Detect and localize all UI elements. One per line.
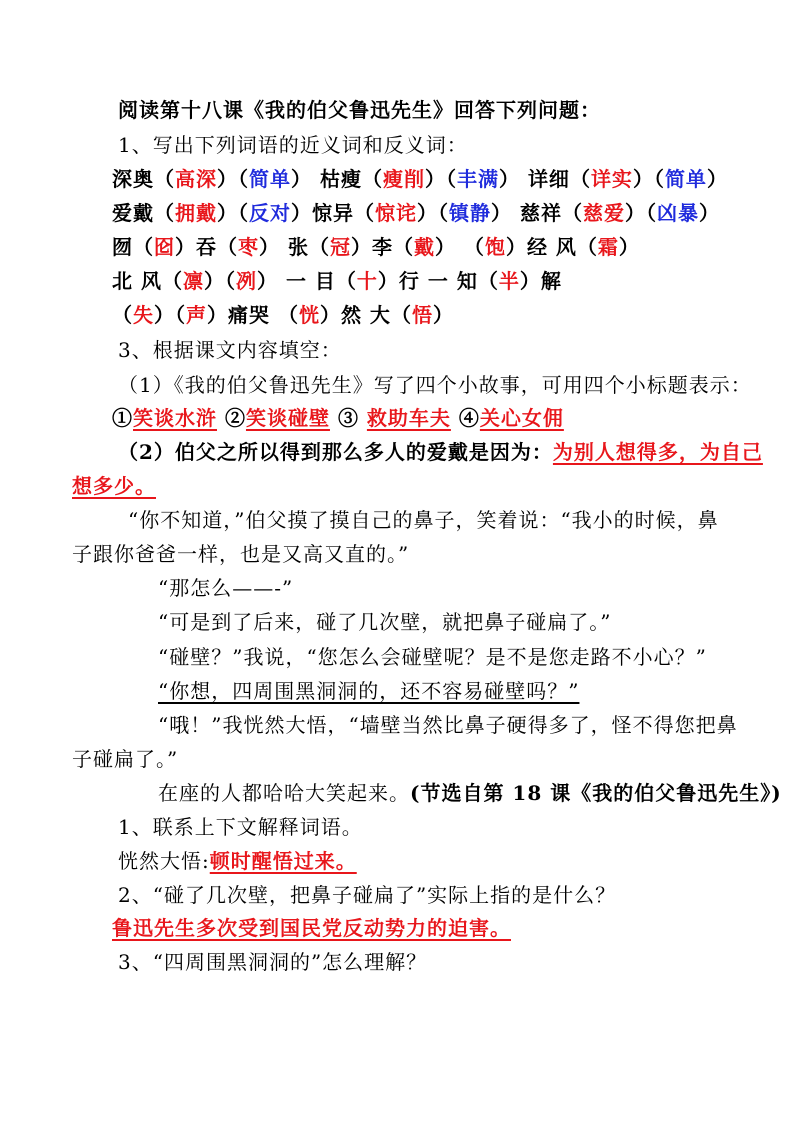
idiom-fill: 失 (133, 303, 154, 327)
idiom-fill: 冠 (329, 235, 351, 259)
idiom-fill: 半 (498, 269, 520, 293)
answer-red: 高深 (175, 167, 217, 191)
idiom-char: 解 (540, 269, 562, 293)
passage-text: 在座的人都哈哈大笑起来。 (158, 781, 410, 805)
idiom-fill: 霜 (597, 235, 619, 259)
heading-answer: 救助车夫 (366, 406, 451, 430)
question-3-2-cont (72, 472, 156, 500)
idiom-char: 一 知 (427, 269, 478, 293)
passage-line: 子碰扁了。” (72, 747, 179, 771)
question-3-label: 3、根据课文内容填空： (118, 338, 342, 362)
question-text: （2）伯父之所以得到那么多人的爱戴是因为： (118, 440, 553, 464)
answer-text: 想多少。 (72, 474, 156, 498)
answer-red: 慈爱 (582, 201, 625, 225)
question-3-2 (118, 438, 763, 466)
story-headings (112, 404, 564, 432)
word: 详细 (527, 167, 570, 191)
term: 恍然大悟: (118, 849, 210, 873)
passage-line: “碰壁？”我说，“您怎么会碰壁呢？是不是您走路不小心？” (158, 645, 707, 669)
idiom-fill: 声 (186, 303, 207, 327)
idiom-fill: 恍 (298, 303, 320, 327)
idiom-fill: 十 (356, 269, 378, 293)
heading-answer: 笑谈碰壁 (245, 406, 330, 430)
idiom-row-3: （失）（声）痛哭 （恍）然 大（悟） (112, 303, 454, 327)
idiom-row-2: 北 风（凛）（冽） 一 目（十）行 一 知（半）解 (112, 269, 562, 293)
question-1-label: 1、写出下列词语的近义词和反义词： (118, 133, 468, 157)
idiom-fill: 戴 (413, 235, 435, 259)
word: 枯瘦 (319, 167, 362, 191)
heading-number: ① (112, 406, 133, 430)
idiom-fill: 冽 (235, 269, 257, 293)
passage-question-1: 1、联系上下文解释词语。 (118, 815, 363, 839)
passage-source: (节选自第 18 课《我的伯父鲁迅先生》) (410, 781, 782, 805)
idiom-char: 北 风 (112, 269, 162, 293)
answer-blue: 简单 (664, 167, 707, 191)
underlined-sentence: “你想，四周围黑洞洞的，还不容易碰壁吗？” (158, 679, 580, 703)
idiom-fill: 枣 (238, 235, 259, 259)
passage-question-2: 2、“碰了几次壁，把鼻子碰扁了”实际上指的是什么？ (118, 883, 617, 907)
heading-answer: 关心女佣 (479, 406, 564, 430)
synonym-row-1: 深奥（高深）（简单） 枯瘦（瘦削）（丰满） 详细（详实）（简单） (112, 167, 728, 191)
idiom-fill: 囵 (154, 235, 175, 259)
answer-blue: 简单 (249, 167, 291, 191)
answer-red: 惊诧 (375, 201, 417, 225)
question-3-1: （1）《我的伯父鲁迅先生》写了四个小故事，可用四个小标题表示： (118, 373, 752, 397)
idiom-char: 囫 (112, 235, 133, 259)
idiom-char: 吞 (196, 235, 217, 259)
passage-answer-1 (118, 847, 357, 875)
idiom-char: 痛哭 (228, 303, 270, 327)
heading-answer: 笑谈水浒 (133, 406, 217, 430)
word: 慈祥 (519, 201, 562, 225)
answer-red: 拥戴 (175, 201, 217, 225)
idiom-char: 李 (371, 235, 393, 259)
answer-blue: 凶暴 (656, 201, 699, 225)
idiom-char: 经 风 (526, 235, 577, 259)
heading-number: ④ (458, 406, 480, 430)
word: 惊异 (312, 201, 354, 225)
page-title: 阅读第十八课《我的伯父鲁迅先生》回答下列问题： (118, 98, 601, 122)
idiom-char: 张 (287, 235, 309, 259)
answer-text: 鲁迅先生多次受到国民党反动势力的迫害。 (112, 916, 511, 940)
answer-red: 瘦削 (382, 167, 425, 191)
idiom-fill: 凛 (182, 269, 204, 293)
answer-blue: 反对 (249, 201, 291, 225)
answer-blue: 镇静 (449, 201, 491, 225)
heading-number: ② (224, 406, 246, 430)
passage-line: “哦！”我恍然大悟，“墙壁当然比鼻子硬得多了，怪不得您把鼻 (158, 713, 738, 737)
passage-line-underlined (158, 677, 579, 705)
passage-line: “你不知道，”伯父摸了摸自己的鼻子，笑着说：“我小的时候，鼻 (128, 508, 719, 532)
answer-text: 为别人想得多，为自己 (552, 440, 763, 464)
word: 深奥 (112, 167, 154, 191)
idiom-row-1: 囫（囵）吞（枣） 张（冠）李（戴） （饱）经 风（霜） (112, 235, 640, 259)
idiom-char: 行 (398, 269, 420, 293)
passage-line (158, 779, 782, 807)
idiom-char: 然 大 (340, 303, 391, 327)
answer-blue: 丰满 (456, 167, 499, 191)
idiom-fill: 饱 (484, 235, 506, 259)
word: 爱戴 (112, 201, 154, 225)
passage-line: “那怎么——-” (158, 576, 294, 600)
passage-line: “可是到了后来，碰了几次壁，就把鼻子碰扁了。” (158, 610, 612, 634)
idiom-char: 一 目 (285, 269, 336, 293)
passage-line: 子跟你爸爸一样，也是又高又直的。” (72, 542, 410, 566)
passage-question-3: 3、“四周围黑洞洞的”怎么理解？ (118, 950, 428, 974)
idiom-fill: 悟 (411, 303, 433, 327)
answer-red: 详实 (590, 167, 633, 191)
synonym-row-2: 爱戴（拥戴）（反对）惊异（惊诧）（镇静） 慈祥（慈爱）（凶暴） (112, 201, 720, 225)
passage-answer-2 (112, 914, 511, 942)
answer-text: 顿时醒悟过来。 (209, 849, 357, 873)
heading-number: ③ (337, 406, 359, 430)
